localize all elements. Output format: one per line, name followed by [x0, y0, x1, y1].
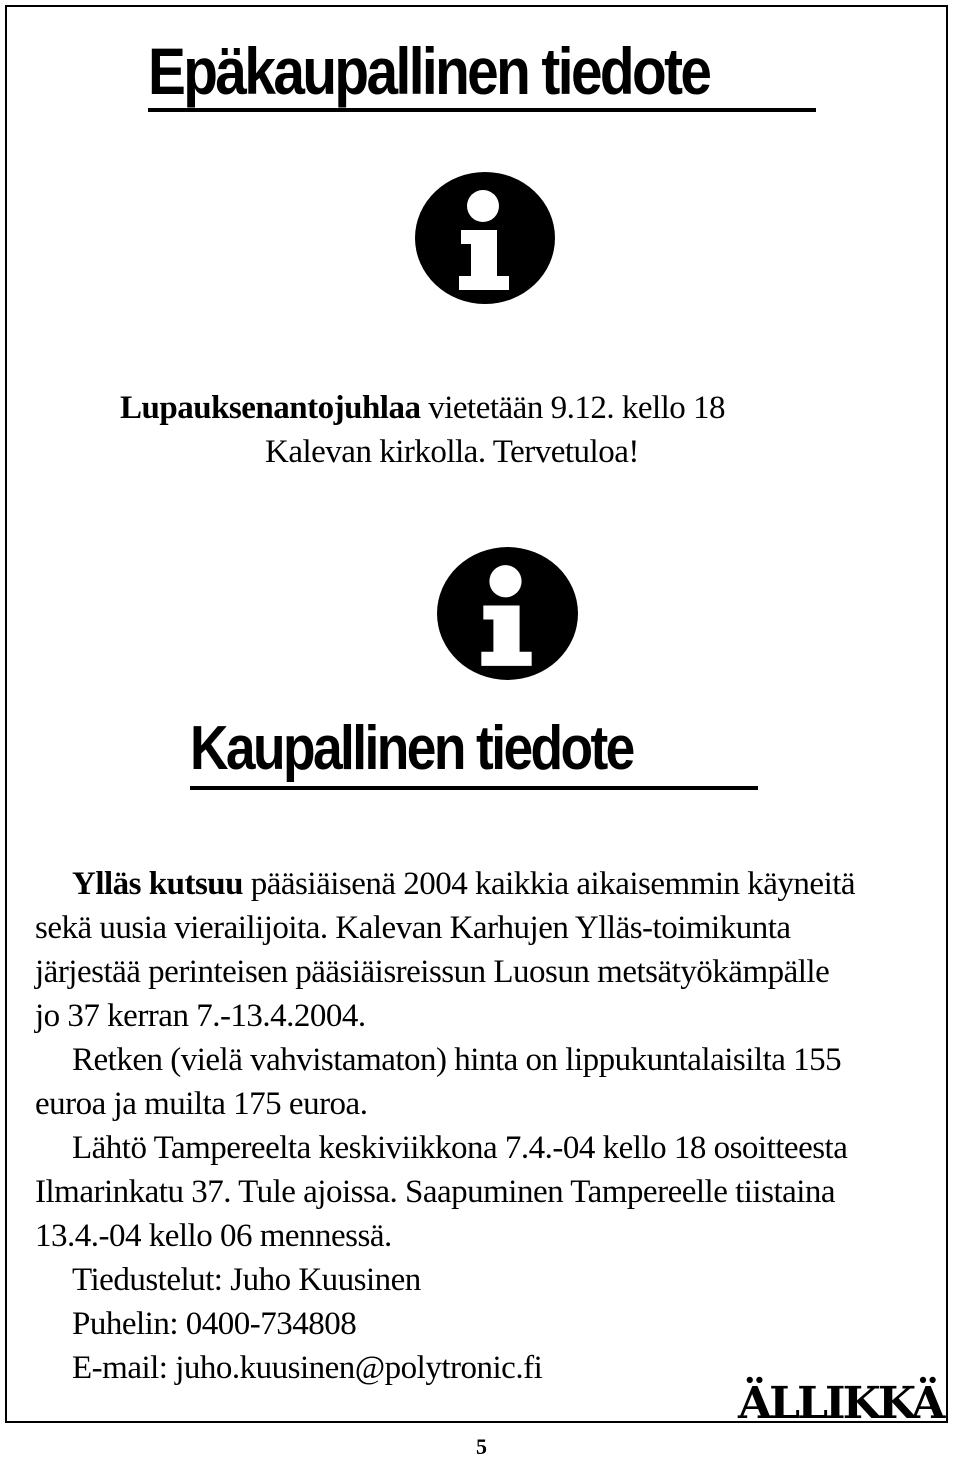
contact-phone: Puhelin: 0400-734808	[72, 1306, 357, 1342]
notice1-text: vietetään 9.12. kello 18	[420, 390, 726, 426]
notice2-line: euroa ja muilta 175 euroa.	[35, 1086, 368, 1122]
title-underline	[190, 786, 758, 790]
publication-logo: ÄLLIKKÄ	[738, 1378, 943, 1429]
notice2-line: Ilmarinkatu 37. Tule ajoissa. Saapuminen Tampereelle tiistaina	[35, 1174, 836, 1210]
title-underline	[148, 108, 816, 112]
info-icon	[413, 170, 557, 306]
notice2-line: 13.4.-04 kello 06 mennessä.	[35, 1218, 392, 1254]
notice2-line: Lähtö Tampereelta keskiviikkona 7.4.-04 kello 18 osoitteesta	[72, 1130, 848, 1166]
notice2-line: Retken (vielä vahvistamaton) hinta on lippukuntalaisilta 155	[72, 1042, 842, 1078]
contact-email: E-mail: juho.kuusinen@polytronic.fi	[72, 1350, 543, 1386]
info-icon	[435, 545, 580, 682]
notice2-title: Kaupallinen tiedote	[190, 714, 633, 783]
notice2-line: järjestää perinteisen pääsiäisreissun Luosun metsätyökämpälle	[35, 954, 830, 990]
notice1-line1	[120, 386, 725, 430]
notice2-bold: Ylläs kutsuu	[72, 866, 244, 902]
notice1-title: Epäkaupallinen tiedote	[148, 34, 710, 108]
contact-name: Tiedustelut: Juho Kuusinen	[72, 1262, 421, 1298]
notice2-lead-text: pääsiäisenä 2004 kaikkia aikaisemmin käyneitä	[243, 866, 856, 902]
notice2-lead	[72, 862, 855, 906]
page-number: 5	[476, 1434, 487, 1459]
notice2-line: sekä uusia vierailijoita. Kalevan Karhujen Ylläs-toimikunta	[35, 910, 791, 946]
notice1-bold: Lupauksenantojuhlaa	[120, 390, 421, 426]
notice1-line2: Kalevan kirkolla. Tervetuloa!	[265, 434, 639, 470]
notice2-line: jo 37 kerran 7.-13.4.2004.	[35, 998, 366, 1034]
